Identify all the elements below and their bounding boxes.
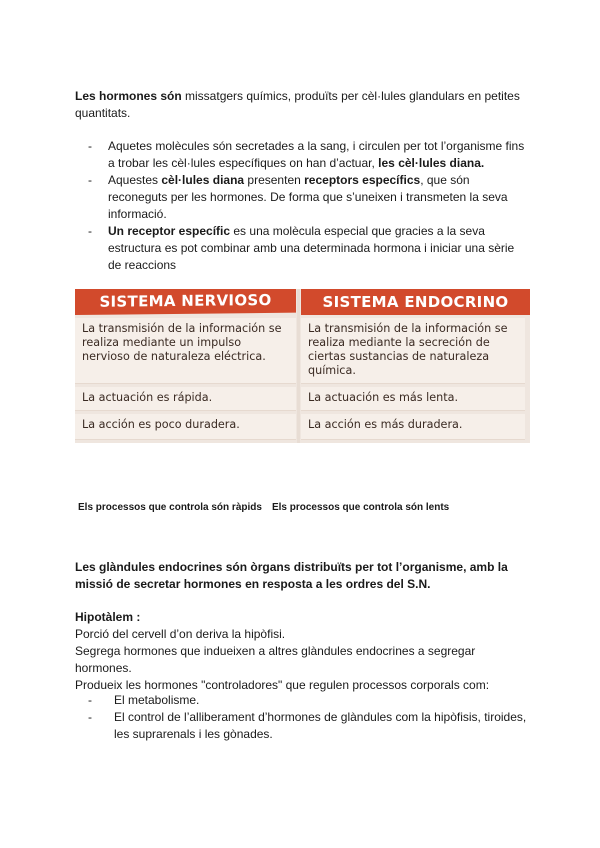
hipotalem-line: Produeix les hormones "controladores" que regulen processos corporals com: [75,678,490,692]
bullet-bold: cèl·lules diana [161,173,245,187]
bullet-text: Aquetes molècules són secretades a la sang, i circulen per tot l’organisme fins a trobar les cèl·lules específiques on han d’actuar, [108,139,525,170]
caption-left: Els processos que controla són ràpids [78,502,262,513]
list-item [88,172,528,223]
list-item [88,138,528,172]
hormone-bullets [88,138,528,274]
table-cell: La transmisión de la información se realiza mediante la secreción de ciertas sustancias de naturaleza química. [301,318,525,384]
table-divider [297,289,300,443]
bullet-text: El control de l’alliberament d’hormones de glàndules com la hipòfisis, tiroides, les suprarenals i les gònades. [114,710,527,741]
intro-text: missatgers químics, produïts per cèl·lules glandulars en petites quantitats. [75,89,520,120]
bullet-dash: - [88,139,92,153]
header-sistema-nervioso: SISTEMA NERVIOSO [75,289,296,315]
bullet-bold: Un receptor específic [108,224,231,238]
bullet-bold: receptors específics [304,173,421,187]
intro-paragraph [75,88,530,122]
bullet-dash: - [88,710,92,724]
table-cell: La actuación es más lenta. [301,387,525,411]
bullet-text: Aquestes [108,173,162,187]
bullet-bold: les cèl·lules diana. [378,156,485,170]
list-item [88,223,528,274]
comparison-table-image [75,289,530,443]
bullet-text: El metabolisme. [114,693,200,707]
bullet-dash: - [88,224,92,238]
bullet-dash: - [88,693,92,707]
hipotalem-title: Hipotàlem : [75,610,141,624]
hipotalem-line: Segrega hormones que indueixen a altres glàndules endocrines a segregar hormones. [75,644,476,675]
list-item [88,709,528,743]
header-sistema-endocrino: SISTEMA ENDOCRINO [301,289,530,315]
glands-paragraph: Les glàndules endocrines són òrgans distribuïts per tot l’organisme, amb la missió de secretar hormones en resposta a les ordres del S.N. [75,560,508,591]
table-cell: La acción es más duradera. [301,414,525,440]
bullet-text: , que són reconeguts per les hormones. De forma que s’uneixen i transmeten la seva informació. [108,173,508,221]
bullet-dash: - [88,173,92,187]
hipotalem-bullets [88,692,528,743]
list-item [88,692,528,709]
table-cell: La transmisión de la información se realiza mediante un impulso nervioso de naturaleza eléctrica. [75,318,296,384]
intro-bold: Les hormones són [75,89,182,103]
caption-right: Els processos que controla són lents [271,502,450,513]
table-captions [78,499,538,516]
table-cell: La acción es poco duradera. [75,414,296,440]
bullet-text: es una molècula especial que gracies a la seva estructura es pot combinar amb una determinada hormona i iniciar una sèrie de reaccions [108,224,515,272]
hipotalem-body [75,626,530,694]
bullet-text: presenten [244,173,305,187]
table-cell: La actuación es rápida. [75,387,296,411]
hipotalem-line: Porció del cervell d’on deriva la hipòfisi. [75,627,286,641]
